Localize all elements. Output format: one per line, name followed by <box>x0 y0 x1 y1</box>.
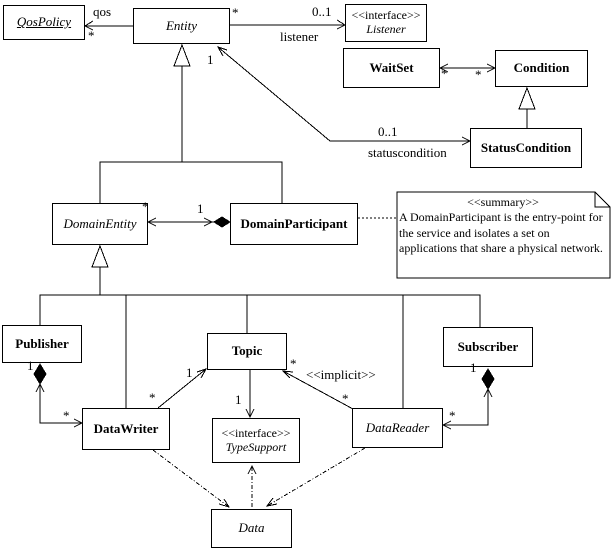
class-name: StatusCondition <box>480 139 572 155</box>
class-condition[interactable] <box>495 50 588 87</box>
label-qos: qos <box>93 4 112 19</box>
mult-publisher-end: 1 <box>27 358 34 373</box>
mult-entity-statuscondition-end: 1 <box>207 52 214 67</box>
mult-datawriter-topic-end: * <box>149 390 156 405</box>
mult-entity-listener-end: * <box>232 5 239 20</box>
topic-typesupport-association-line[interactable] <box>246 370 254 417</box>
mult-domainparticipant-end: 1 <box>197 201 204 216</box>
publisher-datawriter-composition-line[interactable] <box>34 364 82 427</box>
class-name: TypeSupport <box>225 439 287 454</box>
data-typesupport-dependency-line[interactable] <box>248 466 256 507</box>
mult-qospolicy-end: * <box>88 28 95 43</box>
mult-topic-implicit-end: * <box>290 356 297 371</box>
label-statuscondition: statuscondition <box>368 145 447 160</box>
mult-datawriter-publisher-end: * <box>63 408 70 423</box>
mult-condition-end: * <box>475 67 482 82</box>
class-name: DomainParticipant <box>240 215 348 231</box>
note-body: A DomainParticipant is the entry-point for the service and isolates a set on applications that share a physical network. <box>399 210 603 256</box>
class-publisher[interactable] <box>2 325 82 363</box>
condition-generalization-line[interactable] <box>519 88 535 128</box>
mult-domainentity-end: * <box>142 199 149 214</box>
class-qospolicy[interactable] <box>3 5 85 40</box>
stereotype: <<interface>> <box>221 425 291 440</box>
class-name: Listener <box>366 22 406 36</box>
domainentity-domainparticipant-composition-line[interactable] <box>148 217 230 227</box>
class-name: Topic <box>231 343 263 359</box>
mult-subscriber-end: 1 <box>470 360 477 375</box>
class-domainparticipant[interactable] <box>230 203 358 245</box>
class-datareader[interactable] <box>352 408 443 448</box>
summary-note[interactable] <box>399 195 607 256</box>
class-name: Subscriber <box>457 338 519 354</box>
class-waitset[interactable] <box>343 48 440 88</box>
datawriter-topic-association-line[interactable] <box>158 369 206 408</box>
class-name: DomainEntity <box>63 215 137 231</box>
class-name: QosPolicy <box>16 14 72 30</box>
class-name: Condition <box>513 60 570 76</box>
mult-waitset-end: * <box>441 66 448 81</box>
entity-generalization-line[interactable] <box>100 45 282 203</box>
label-implicit: <<implicit>> <box>306 367 376 382</box>
mult-listener-end: 0..1 <box>312 4 332 19</box>
class-name: Data <box>238 520 265 536</box>
class-topic[interactable] <box>207 333 287 370</box>
class-typesupport[interactable] <box>212 418 300 463</box>
class-name: Entity <box>165 17 198 33</box>
class-name: DataWriter <box>93 420 159 436</box>
class-entity[interactable] <box>133 8 230 44</box>
class-datawriter[interactable] <box>82 408 170 450</box>
mult-datareader-subscriber-end: * <box>449 408 456 423</box>
note-stereotype: <<summary>> <box>467 195 539 209</box>
mult-statuscondition-end: 0..1 <box>378 124 398 139</box>
mult-datareader-implicit-end: * <box>342 391 349 406</box>
class-data[interactable] <box>211 509 292 548</box>
mult-topic-datawriter-end: 1 <box>186 365 193 380</box>
mult-typesupport-end: 1 <box>235 392 242 407</box>
class-name: WaitSet <box>369 59 414 75</box>
listener-association-line[interactable] <box>230 20 345 29</box>
class-statuscondition[interactable] <box>470 128 582 168</box>
class-subscriber[interactable] <box>443 327 533 367</box>
class-listener[interactable] <box>345 4 427 42</box>
class-name: Publisher <box>15 335 69 351</box>
stereotype: <<interface>> <box>351 8 421 23</box>
class-name: DataReader <box>365 419 430 435</box>
class-domainentity[interactable] <box>52 203 148 245</box>
label-listener: listener <box>280 29 319 44</box>
waitset-condition-association-line[interactable] <box>440 64 495 72</box>
